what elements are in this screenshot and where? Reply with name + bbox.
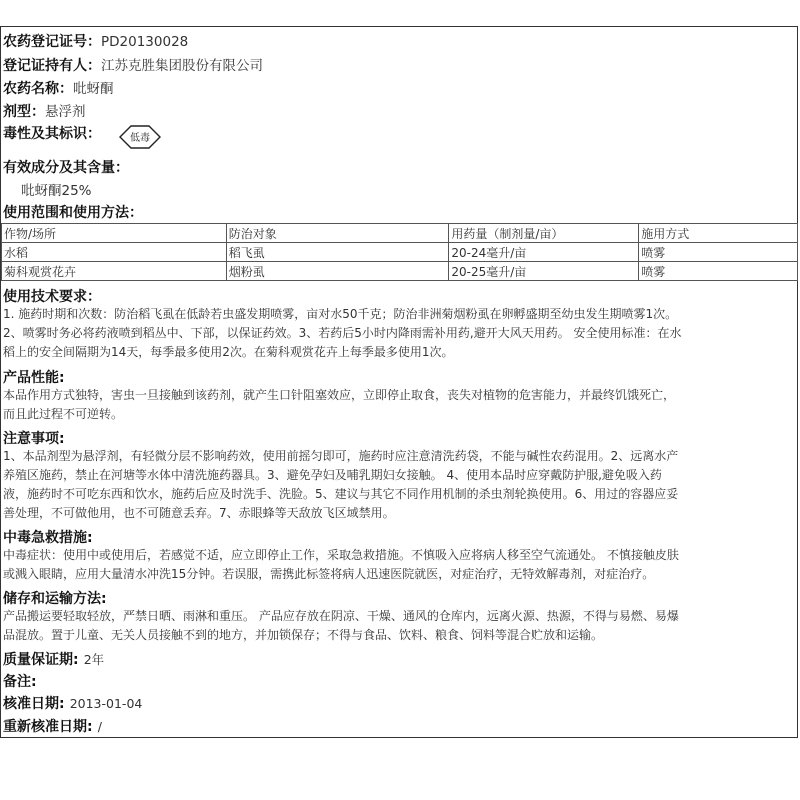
ingredient-label: 有效成分及其含量： xyxy=(3,160,129,176)
toxicity-row xyxy=(3,123,101,143)
approval-date: 2013-01-04 xyxy=(69,696,143,711)
holder-label: 登记证持有人： xyxy=(3,58,101,74)
warranty-row xyxy=(3,649,104,669)
table-header-cell: 防治对象 xyxy=(226,224,449,243)
performance-label: 产品性能: xyxy=(3,370,65,386)
text-line: 而且此过程不可逆转。 xyxy=(3,407,124,421)
first-aid-label: 中毒急救措施: xyxy=(3,530,93,546)
text-line: 本品作用方式独特，害虫一旦接触到该药剂，就产生口针阻塞效应，立即停止取食，丧失对植物的危害能力，并最终饥饿死亡， xyxy=(3,388,676,402)
text-line: 养殖区施药，禁止在河塘等水体中清洗施药器具。3、避免孕妇及哺乳期妇女接触。 4、使用本品时应穿戴防护服,避免吸入药 xyxy=(3,468,662,482)
text-line: 产品搬运要轻取轻放，严禁日晒、雨淋和重压。 产品应存放在阴凉、干燥、通风的仓库内，远离火源、热源，不得与易燃、易爆 xyxy=(3,609,679,623)
ingredient-row xyxy=(3,157,129,177)
reg-no-row xyxy=(3,31,188,51)
reg-no-value: PD20130028 xyxy=(101,34,189,50)
reapproval-date: / xyxy=(97,719,102,734)
table-cell: 稻飞虱 xyxy=(226,243,449,262)
name-label: 农药名称： xyxy=(3,81,73,97)
reapproval-row xyxy=(3,716,102,736)
notes-label: 备注: xyxy=(3,674,37,690)
storage-heading xyxy=(3,588,107,608)
holder-value: 江苏克胜集团股份有限公司 xyxy=(101,58,263,74)
table-cell: 烟粉虱 xyxy=(226,262,449,281)
text-line: 品混放。置于儿童、无关人员接触不到的地方，并加锁保存；不得与食品、饮料、粮食、饲料等混合贮放和运输。 xyxy=(3,628,604,642)
performance-heading xyxy=(3,367,65,387)
technique-text xyxy=(3,305,793,362)
usage-table xyxy=(1,223,798,281)
text-line: 或溅入眼睛，应用大量清水冲洗15分钟。若误服，需携此标签将病人迅速医院就医，对症治疗，无特效解毒剂，对症治疗。 xyxy=(3,567,655,581)
text-line: 中毒症状：使用中或使用后，若感觉不适，应立即停止工作，采取急救措施。不慎吸入应将病人移至空气流通处。 不慎接触皮肤 xyxy=(3,548,679,562)
table-header-cell: 施用方式 xyxy=(639,224,798,243)
toxicity-badge-text: 低毒 xyxy=(130,133,150,144)
text-line: 善处理，不可做他用，也不可随意丢弃。7、赤眼蜂等天敌放飞区域禁用。 xyxy=(3,506,395,520)
technique-label: 使用技术要求： xyxy=(3,289,101,305)
text-line: 液，施药时不可吃东西和饮水，施药后应及时洗手、洗脸。5、建议与其它不同作用机制的杀虫剂轮换使用。6、用过的容器应妥 xyxy=(3,487,679,501)
storage-label: 储存和运输方法: xyxy=(3,591,107,607)
table-cell: 20-25毫升/亩 xyxy=(449,262,639,281)
ingredient-value: 吡蚜酮25% xyxy=(21,183,92,199)
warranty-value: 2年 xyxy=(83,652,105,667)
precautions-heading xyxy=(3,428,65,448)
first-aid-heading xyxy=(3,527,93,547)
low-toxicity-diamond-icon xyxy=(118,124,162,150)
table-header-cell: 用药量（制剂量/亩） xyxy=(449,224,639,243)
reapproval-label: 重新核准日期: xyxy=(3,719,93,735)
precautions-label: 注意事项: xyxy=(3,431,65,447)
table-cell: 喷雾 xyxy=(639,243,798,262)
table-cell: 菊科观赏花卉 xyxy=(2,262,227,281)
name-value: 吡蚜酮 xyxy=(73,81,114,97)
approval-label: 核准日期: xyxy=(3,696,65,712)
scope-label: 使用范围和使用方法： xyxy=(3,205,143,221)
table-header-cell: 作物/场所 xyxy=(2,224,227,243)
first-aid-text xyxy=(3,546,793,584)
form-label: 剂型： xyxy=(3,104,45,120)
text-line: 稻上的安全间隔期为14天，每季最多使用2次。在菊科观赏花卉上每季最多使用1次。 xyxy=(3,345,454,359)
warranty-label: 质量保证期: xyxy=(3,652,79,668)
scope-row xyxy=(3,202,143,222)
table-cell: 喷雾 xyxy=(639,262,798,281)
form-value: 悬浮剂 xyxy=(45,104,86,120)
approval-row xyxy=(3,693,142,713)
precautions-text xyxy=(3,447,793,523)
table-row xyxy=(2,243,798,262)
table-header-row xyxy=(2,224,798,243)
technique-heading xyxy=(3,286,101,306)
reg-no-label: 农药登记证号： xyxy=(3,34,101,50)
text-line: 1. 施药时期和次数：防治稻飞虱在低龄若虫盛发期喷雾，亩对水50千克；防治非洲菊烟粉虱在卵孵盛期至幼虫发生期喷雾1次。 xyxy=(3,307,678,321)
text-line: 1、本品剂型为悬浮剂，有轻微分层不影响药效，使用前摇匀即可，施药时应注意清洗药袋，不能与碱性农药混用。2、远离水产 xyxy=(3,449,679,463)
table-row xyxy=(2,262,798,281)
notes-row xyxy=(3,671,37,691)
form-row xyxy=(3,100,86,121)
table-cell: 水稻 xyxy=(2,243,227,262)
storage-text xyxy=(3,607,793,645)
text-line: 2、喷雾时务必将药液喷到稻丛中、下部，以保证药效。3、若药后5小时内降雨需补用药,避开大风天用药。 安全使用标准：在水 xyxy=(3,326,682,340)
name-row xyxy=(3,77,114,98)
table-cell: 20-24毫升/亩 xyxy=(449,243,639,262)
performance-text xyxy=(3,386,793,424)
toxicity-label: 毒性及其标识： xyxy=(3,126,101,142)
registration-certificate xyxy=(0,26,798,738)
holder-row xyxy=(3,54,263,75)
